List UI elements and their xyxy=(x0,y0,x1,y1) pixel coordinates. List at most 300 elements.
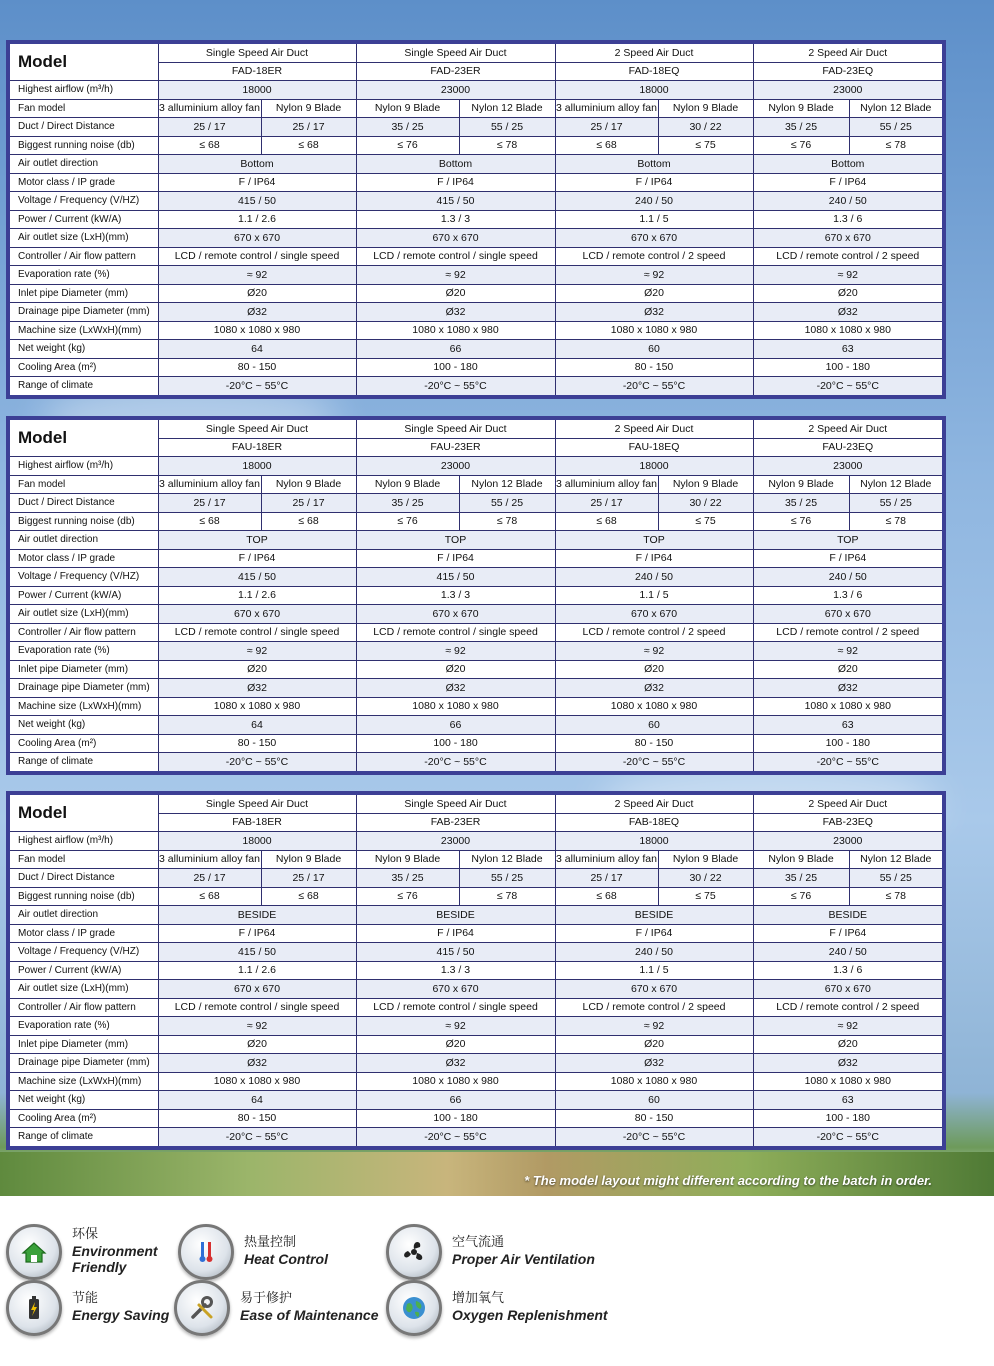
spec-value: ≤ 76 xyxy=(356,136,459,155)
spec-value: 240 / 50 xyxy=(555,568,753,587)
column-type: Single Speed Air Duct xyxy=(158,418,356,438)
spec-value: Nylon 9 Blade xyxy=(753,475,849,494)
spec-value: 64 xyxy=(158,340,356,359)
spec-value: 25 / 17 xyxy=(261,118,356,137)
spec-value: LCD / remote control / single speed xyxy=(356,998,555,1017)
column-type: 2 Speed Air Duct xyxy=(753,793,944,813)
column-model: FAU-23EQ xyxy=(753,438,944,457)
spec-value: Bottom xyxy=(356,155,555,174)
spec-value: -20°C ~ 55°C xyxy=(158,377,356,397)
spec-value: ≤ 75 xyxy=(658,887,753,906)
spec-value: ≤ 68 xyxy=(261,887,356,906)
spec-value: 3 alluminium alloy fan xyxy=(555,475,658,494)
spec-value: 80 - 150 xyxy=(555,358,753,377)
spec-value: 670 x 670 xyxy=(356,605,555,624)
spec-value: -20°C ~ 55°C xyxy=(356,1128,555,1148)
row-label: Range of climate xyxy=(8,753,158,773)
spec-value: ≤ 68 xyxy=(261,512,356,531)
spec-value: BESIDE xyxy=(356,906,555,925)
row-label: Power / Current (kW/A) xyxy=(8,961,158,980)
spec-row-noise xyxy=(8,512,944,531)
spec-value: Ø20 xyxy=(555,660,753,679)
feature-cn-label: 空气流通 xyxy=(452,1235,505,1251)
spec-value: 3 alluminium alloy fan xyxy=(158,475,261,494)
spec-value: LCD / remote control / single speed xyxy=(158,998,356,1017)
spec-row-controller xyxy=(8,998,944,1017)
feature-item xyxy=(386,1224,595,1280)
spec-value: LCD / remote control / 2 speed xyxy=(753,247,944,266)
spec-row-outlet-size xyxy=(8,229,944,248)
spec-value: Nylon 12 Blade xyxy=(849,475,944,494)
row-label: Fan model xyxy=(8,99,158,118)
spec-value: Nylon 12 Blade xyxy=(459,475,555,494)
spec-row-inlet xyxy=(8,284,944,303)
row-label: Range of climate xyxy=(8,377,158,397)
row-label: Highest airflow (m³/h) xyxy=(8,457,158,476)
spec-value: Ø32 xyxy=(356,303,555,322)
spec-row-weight xyxy=(8,716,944,735)
spec-value: 80 - 150 xyxy=(555,1109,753,1128)
spec-value: ≤ 68 xyxy=(555,887,658,906)
spec-row-drain xyxy=(8,679,944,698)
row-label: Motor class / IP grade xyxy=(8,924,158,943)
spec-value: 670 x 670 xyxy=(753,980,944,999)
spec-value: 18000 xyxy=(158,81,356,100)
spec-value: ≤ 76 xyxy=(753,512,849,531)
spec-value: 1080 x 1080 x 980 xyxy=(753,321,944,340)
spec-row-drain xyxy=(8,1054,944,1073)
spec-row-airflow xyxy=(8,81,944,100)
spec-value: 1080 x 1080 x 980 xyxy=(158,1072,356,1091)
feature-en-label: Energy Saving xyxy=(72,1307,170,1324)
row-label: Machine size (LxWxH)(mm) xyxy=(8,697,158,716)
row-label: Biggest running noise (db) xyxy=(8,887,158,906)
spec-value: 55 / 25 xyxy=(849,118,944,137)
spec-value: Nylon 12 Blade xyxy=(459,850,555,869)
spec-value: 1.3 / 3 xyxy=(356,961,555,980)
spec-row-outlet xyxy=(8,155,944,174)
spec-value: 100 - 180 xyxy=(753,734,944,753)
spec-value: 670 x 670 xyxy=(555,605,753,624)
spec-row-distance xyxy=(8,869,944,888)
row-label: Air outlet size (LxH)(mm) xyxy=(8,605,158,624)
spec-row-weight xyxy=(8,1091,944,1110)
spec-value: 670 x 670 xyxy=(555,229,753,248)
spec-value: ≈ 92 xyxy=(158,266,356,285)
spec-row-distance xyxy=(8,494,944,513)
spec-value: 23000 xyxy=(356,81,555,100)
feature-en-label: Proper Air Ventilation xyxy=(452,1251,595,1268)
row-label: Duct / Direct Distance xyxy=(8,118,158,137)
spec-value: 25 / 17 xyxy=(261,494,356,513)
spec-row-motor xyxy=(8,549,944,568)
row-label: Voltage / Frequency (V/HZ) xyxy=(8,192,158,211)
spec-row-evap xyxy=(8,642,944,661)
column-type: 2 Speed Air Duct xyxy=(753,42,944,62)
spec-value: 1080 x 1080 x 980 xyxy=(555,321,753,340)
spec-value: 23000 xyxy=(356,832,555,851)
spec-value: 240 / 50 xyxy=(753,192,944,211)
spec-value: F / IP64 xyxy=(356,173,555,192)
spec-value: Nylon 9 Blade xyxy=(261,850,356,869)
spec-value: Nylon 9 Blade xyxy=(658,850,753,869)
spec-value: Nylon 9 Blade xyxy=(753,850,849,869)
spec-table xyxy=(6,416,946,775)
spec-value: Ø20 xyxy=(356,660,555,679)
spec-value: 1080 x 1080 x 980 xyxy=(356,1072,555,1091)
footer-note: * The model layout might different according to the batch in order. xyxy=(524,1173,932,1188)
spec-value: ≈ 92 xyxy=(753,266,944,285)
spec-row-fan xyxy=(8,475,944,494)
column-type: 2 Speed Air Duct xyxy=(555,42,753,62)
spec-value: ≈ 92 xyxy=(158,1017,356,1036)
spec-value: 30 / 22 xyxy=(658,494,753,513)
spec-value: 35 / 25 xyxy=(753,494,849,513)
spec-value: F / IP64 xyxy=(753,549,944,568)
spec-row-voltage xyxy=(8,568,944,587)
spec-row-power xyxy=(8,586,944,605)
row-label: Air outlet direction xyxy=(8,906,158,925)
spec-value: 100 - 180 xyxy=(356,734,555,753)
row-label: Drainage pipe Diameter (mm) xyxy=(8,1054,158,1073)
spec-value: Nylon 9 Blade xyxy=(658,99,753,118)
spec-row-outlet xyxy=(8,906,944,925)
spec-value: -20°C ~ 55°C xyxy=(158,1128,356,1148)
spec-value: F / IP64 xyxy=(158,173,356,192)
feature-item xyxy=(386,1280,608,1336)
spec-value: 670 x 670 xyxy=(158,229,356,248)
spec-value: 30 / 22 xyxy=(658,869,753,888)
spec-value: BESIDE xyxy=(555,906,753,925)
spec-value: ≤ 68 xyxy=(261,136,356,155)
spec-value: ≤ 75 xyxy=(658,136,753,155)
column-model: FAU-23ER xyxy=(356,438,555,457)
spec-value: ≤ 78 xyxy=(849,512,944,531)
spec-value: -20°C ~ 55°C xyxy=(158,753,356,773)
row-label: Machine size (LxWxH)(mm) xyxy=(8,321,158,340)
spec-value: 415 / 50 xyxy=(356,192,555,211)
spec-value: Nylon 9 Blade xyxy=(753,99,849,118)
column-type: 2 Speed Air Duct xyxy=(753,418,944,438)
row-label: Power / Current (kW/A) xyxy=(8,210,158,229)
globe-icon xyxy=(386,1280,442,1336)
spec-value: 3 alluminium alloy fan xyxy=(158,850,261,869)
spec-value: -20°C ~ 55°C xyxy=(753,753,944,773)
spec-value: BESIDE xyxy=(753,906,944,925)
spec-row-weight xyxy=(8,340,944,359)
spec-value: 80 - 150 xyxy=(158,734,356,753)
spec-row-motor xyxy=(8,924,944,943)
spec-value: 64 xyxy=(158,716,356,735)
spec-value: Bottom xyxy=(555,155,753,174)
row-label: Net weight (kg) xyxy=(8,716,158,735)
spec-value: 66 xyxy=(356,340,555,359)
spec-value: TOP xyxy=(356,531,555,550)
spec-row-airflow xyxy=(8,457,944,476)
spec-value: LCD / remote control / 2 speed xyxy=(753,623,944,642)
column-model: FAD-18EQ xyxy=(555,62,753,81)
spec-value: Ø32 xyxy=(753,1054,944,1073)
wrench-screwdriver-icon xyxy=(174,1280,230,1336)
row-label: Evaporation rate (%) xyxy=(8,266,158,285)
battery-icon xyxy=(6,1280,62,1336)
spec-value: 240 / 50 xyxy=(555,192,753,211)
row-label: Air outlet direction xyxy=(8,155,158,174)
feature-en-label: Heat Control xyxy=(244,1251,328,1268)
spec-value: 25 / 17 xyxy=(555,869,658,888)
row-label: Fan model xyxy=(8,850,158,869)
spec-value: 55 / 25 xyxy=(459,494,555,513)
spec-value: 60 xyxy=(555,340,753,359)
spec-row-outlet-size xyxy=(8,605,944,624)
spec-value: TOP xyxy=(158,531,356,550)
spec-value: 35 / 25 xyxy=(356,494,459,513)
spec-value: TOP xyxy=(753,531,944,550)
spec-value: 240 / 50 xyxy=(555,943,753,962)
row-label: Controller / Air flow pattern xyxy=(8,998,158,1017)
spec-value: 18000 xyxy=(555,457,753,476)
spec-value: 1080 x 1080 x 980 xyxy=(555,1072,753,1091)
row-label: Air outlet size (LxH)(mm) xyxy=(8,980,158,999)
spec-value: F / IP64 xyxy=(158,924,356,943)
row-label: Controller / Air flow pattern xyxy=(8,623,158,642)
spec-value: 30 / 22 xyxy=(658,118,753,137)
column-type: Single Speed Air Duct xyxy=(158,42,356,62)
row-label: Motor class / IP grade xyxy=(8,173,158,192)
spec-value: -20°C ~ 55°C xyxy=(356,377,555,397)
spec-value: 100 - 180 xyxy=(753,1109,944,1128)
spec-value: 1080 x 1080 x 980 xyxy=(356,697,555,716)
column-model: FAB-23EQ xyxy=(753,813,944,832)
house-leaf-icon xyxy=(6,1224,62,1280)
spec-value: 18000 xyxy=(158,457,356,476)
spec-value: 80 - 150 xyxy=(158,358,356,377)
spec-value: 670 x 670 xyxy=(753,605,944,624)
spec-row-drain xyxy=(8,303,944,322)
spec-value: 60 xyxy=(555,716,753,735)
spec-value: LCD / remote control / single speed xyxy=(158,623,356,642)
spec-row-airflow xyxy=(8,832,944,851)
spec-value: 1.1 / 5 xyxy=(555,586,753,605)
row-label: Net weight (kg) xyxy=(8,1091,158,1110)
spec-value: Ø20 xyxy=(753,284,944,303)
spec-value: 66 xyxy=(356,1091,555,1110)
spec-value: ≈ 92 xyxy=(555,266,753,285)
spec-value: -20°C ~ 55°C xyxy=(356,753,555,773)
column-type: Single Speed Air Duct xyxy=(356,418,555,438)
spec-row-inlet xyxy=(8,660,944,679)
spec-value: 1080 x 1080 x 980 xyxy=(753,1072,944,1091)
spec-value: LCD / remote control / single speed xyxy=(158,247,356,266)
spec-value: 23000 xyxy=(356,457,555,476)
spec-row-climate xyxy=(8,753,944,773)
spec-table xyxy=(6,791,946,1150)
spec-value: Ø20 xyxy=(356,1035,555,1054)
spec-value: -20°C ~ 55°C xyxy=(753,377,944,397)
column-model: FAB-18EQ xyxy=(555,813,753,832)
spec-row-machine xyxy=(8,321,944,340)
spec-row-outlet xyxy=(8,531,944,550)
spec-row-voltage xyxy=(8,943,944,962)
spec-value: 55 / 25 xyxy=(459,118,555,137)
spec-value: 66 xyxy=(356,716,555,735)
spec-value: 80 - 150 xyxy=(555,734,753,753)
spec-value: 1080 x 1080 x 980 xyxy=(753,697,944,716)
spec-value: 25 / 17 xyxy=(261,869,356,888)
spec-value: ≤ 75 xyxy=(658,512,753,531)
row-label: Inlet pipe Diameter (mm) xyxy=(8,660,158,679)
spec-value: 25 / 17 xyxy=(158,118,261,137)
spec-value: Ø32 xyxy=(158,1054,356,1073)
spec-value: Nylon 12 Blade xyxy=(849,99,944,118)
spec-value: 80 - 150 xyxy=(158,1109,356,1128)
row-label: Inlet pipe Diameter (mm) xyxy=(8,284,158,303)
feature-cn-label: 增加氧气 xyxy=(452,1291,505,1307)
spec-row-evap xyxy=(8,266,944,285)
spec-value: 35 / 25 xyxy=(356,869,459,888)
column-model: FAU-18ER xyxy=(158,438,356,457)
spec-row-controller xyxy=(8,247,944,266)
spec-row-fan xyxy=(8,99,944,118)
spec-value: 25 / 17 xyxy=(555,118,658,137)
column-type: 2 Speed Air Duct xyxy=(555,418,753,438)
spec-value: ≈ 92 xyxy=(555,1017,753,1036)
feature-item xyxy=(178,1224,328,1280)
feature-item xyxy=(6,1224,164,1280)
spec-value: F / IP64 xyxy=(753,924,944,943)
spec-value: 63 xyxy=(753,716,944,735)
spec-value: Ø20 xyxy=(753,1035,944,1054)
feature-item xyxy=(6,1280,169,1336)
spec-value: 35 / 25 xyxy=(753,869,849,888)
spec-value: Nylon 12 Blade xyxy=(459,99,555,118)
spec-value: ≤ 76 xyxy=(356,512,459,531)
spec-value: 35 / 25 xyxy=(356,118,459,137)
spec-value: LCD / remote control / single speed xyxy=(356,247,555,266)
spec-value: 670 x 670 xyxy=(555,980,753,999)
spec-value: 3 alluminium alloy fan xyxy=(158,99,261,118)
spec-value: LCD / remote control / 2 speed xyxy=(555,998,753,1017)
column-model: FAD-23EQ xyxy=(753,62,944,81)
row-label: Highest airflow (m³/h) xyxy=(8,81,158,100)
feature-en-label: Oxygen Replenishment xyxy=(452,1307,608,1324)
spec-row-climate xyxy=(8,377,944,397)
spec-value: ≤ 78 xyxy=(849,136,944,155)
thermometer-icon xyxy=(178,1224,234,1280)
spec-value: F / IP64 xyxy=(356,924,555,943)
spec-value: ≤ 68 xyxy=(158,887,261,906)
spec-value: 1080 x 1080 x 980 xyxy=(158,321,356,340)
spec-value: ≤ 68 xyxy=(158,512,261,531)
spec-value: 3 alluminium alloy fan xyxy=(555,99,658,118)
spec-value: 1.3 / 6 xyxy=(753,210,944,229)
column-model: FAD-23ER xyxy=(356,62,555,81)
spec-value: ≤ 68 xyxy=(555,512,658,531)
spec-value: F / IP64 xyxy=(158,549,356,568)
feature-en-label: Ease of Maintenance xyxy=(240,1307,379,1324)
spec-value: 55 / 25 xyxy=(849,869,944,888)
spec-row-outlet-size xyxy=(8,980,944,999)
spec-value: Nylon 9 Blade xyxy=(356,850,459,869)
spec-value: -20°C ~ 55°C xyxy=(555,753,753,773)
spec-value: 1.1 / 2.6 xyxy=(158,586,356,605)
spec-value: 1.3 / 3 xyxy=(356,210,555,229)
spec-value: ≈ 92 xyxy=(356,1017,555,1036)
spec-value: Bottom xyxy=(158,155,356,174)
spec-value: Ø32 xyxy=(753,303,944,322)
row-label: Voltage / Frequency (V/HZ) xyxy=(8,568,158,587)
spec-value: 18000 xyxy=(555,832,753,851)
spec-value: -20°C ~ 55°C xyxy=(753,1128,944,1148)
row-label: Duct / Direct Distance xyxy=(8,869,158,888)
column-type: 2 Speed Air Duct xyxy=(555,793,753,813)
row-label: Duct / Direct Distance xyxy=(8,494,158,513)
spec-value: F / IP64 xyxy=(555,173,753,192)
feature-cn-label: 易于修护 xyxy=(240,1291,293,1307)
spec-row-machine xyxy=(8,1072,944,1091)
feature-en-label: Environment Friendly xyxy=(72,1243,158,1276)
spec-value: 60 xyxy=(555,1091,753,1110)
spec-row-power xyxy=(8,961,944,980)
column-model: FAU-18EQ xyxy=(555,438,753,457)
row-label: Controller / Air flow pattern xyxy=(8,247,158,266)
spec-value: ≤ 78 xyxy=(459,512,555,531)
column-type: Single Speed Air Duct xyxy=(158,793,356,813)
spec-value: 1.3 / 6 xyxy=(753,586,944,605)
model-header: Model xyxy=(8,793,158,832)
spec-value: Ø20 xyxy=(158,284,356,303)
spec-value: -20°C ~ 55°C xyxy=(555,377,753,397)
spec-row-climate xyxy=(8,1128,944,1148)
spec-value: 18000 xyxy=(555,81,753,100)
row-label: Machine size (LxWxH)(mm) xyxy=(8,1072,158,1091)
spec-value: Ø20 xyxy=(753,660,944,679)
row-label: Fan model xyxy=(8,475,158,494)
row-label: Drainage pipe Diameter (mm) xyxy=(8,303,158,322)
spec-value: Ø20 xyxy=(356,284,555,303)
spec-value: ≤ 68 xyxy=(158,136,261,155)
spec-value: 23000 xyxy=(753,81,944,100)
spec-value: 1.1 / 2.6 xyxy=(158,210,356,229)
spec-value: 1080 x 1080 x 980 xyxy=(356,321,555,340)
spec-row-fan xyxy=(8,850,944,869)
spec-value: 670 x 670 xyxy=(753,229,944,248)
spec-value: 415 / 50 xyxy=(158,192,356,211)
column-model: FAD-18ER xyxy=(158,62,356,81)
spec-table xyxy=(6,40,946,399)
spec-row-distance xyxy=(8,118,944,137)
spec-value: ≤ 68 xyxy=(555,136,658,155)
spec-value: 35 / 25 xyxy=(753,118,849,137)
feature-item xyxy=(174,1280,379,1336)
spec-value: 25 / 17 xyxy=(158,869,261,888)
spec-value: 670 x 670 xyxy=(356,229,555,248)
spec-row-noise xyxy=(8,136,944,155)
spec-value: ≤ 78 xyxy=(459,887,555,906)
spec-value: Nylon 12 Blade xyxy=(849,850,944,869)
row-label: Biggest running noise (db) xyxy=(8,512,158,531)
spec-value: Ø32 xyxy=(753,679,944,698)
row-label: Highest airflow (m³/h) xyxy=(8,832,158,851)
spec-value: 415 / 50 xyxy=(158,568,356,587)
spec-value: 415 / 50 xyxy=(356,943,555,962)
model-header: Model xyxy=(8,418,158,457)
spec-value: Ø32 xyxy=(356,679,555,698)
spec-row-motor xyxy=(8,173,944,192)
spec-value: ≈ 92 xyxy=(356,266,555,285)
spec-value: 415 / 50 xyxy=(356,568,555,587)
spec-value: Ø20 xyxy=(555,284,753,303)
